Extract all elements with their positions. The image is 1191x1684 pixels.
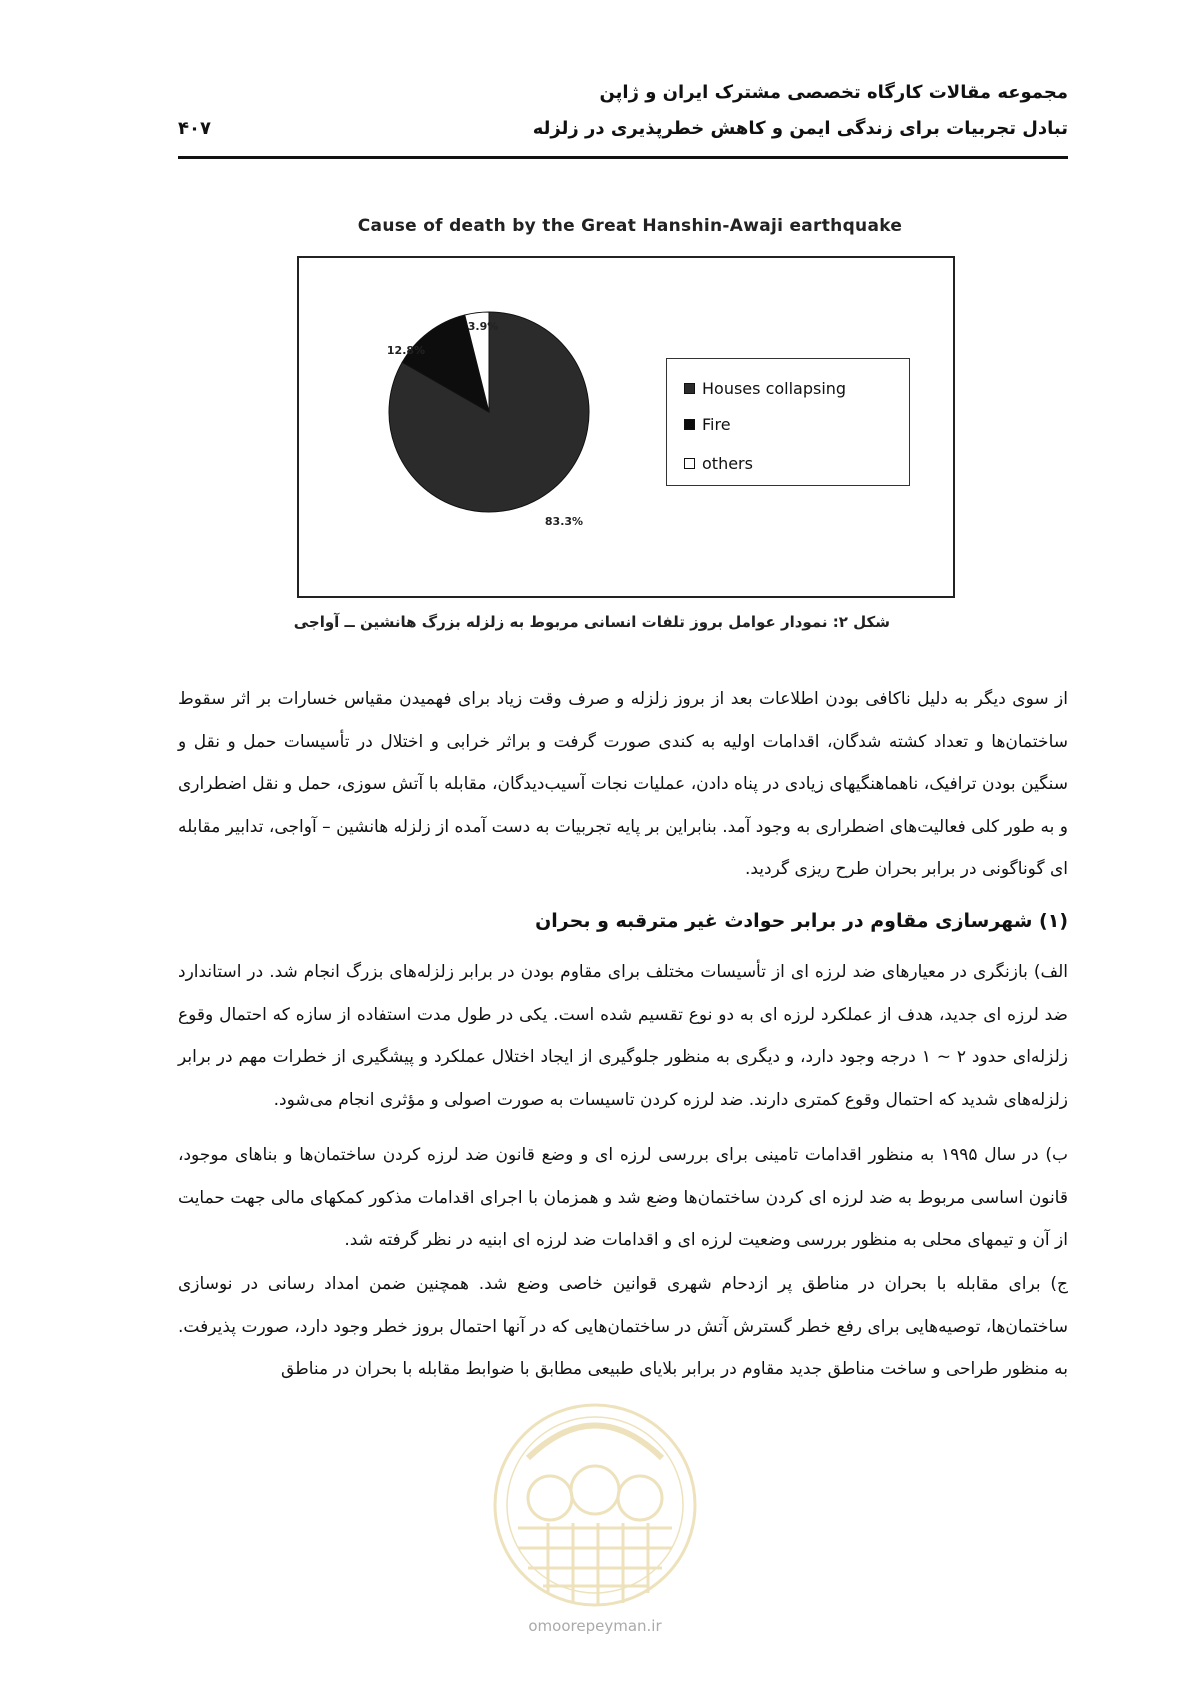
watermark-logo-icon	[488, 1398, 702, 1612]
paragraph-4: ج) برای مقابله با بحران در مناطق پر ازدحام شهری قوانین خاصی وضع شد. همچنین ضمن امداد رسانی در نوسازی ساختمان‌ها، توصیه‌هایی برای رفع خطر گسترش آتش در ساختمان‌هایی که در آنها احتمال بروز خطر وجود دارد، صورت پذیرفت. به منظور طراحی و ساخت مناطق جدید مقاوم در برابر بلایای طبیعی مطابق با ضوابط مقابله با بحران در مناطق	[178, 1274, 1068, 1379]
pie-data-label-others: 3.9%	[467, 320, 499, 333]
pie-data-label-houses-collapsing: 83.3%	[544, 515, 584, 528]
header-title-line2: تبادل تجربیات برای زندگی ایمن و کاهش خطرپذیری در زلزله	[532, 118, 1068, 139]
legend-label-fire: Fire	[702, 414, 731, 434]
header-title-line1: مجموعه مقالات کارگاه تخصصی مشترک ایران و ژاپن	[599, 82, 1068, 103]
paragraph-1: از سوی دیگر به دلیل ناکافی بودن اطلاعات بعد از بروز زلزله و صرف وقت زیاد برای فهمیدن مقیاس خسارات بر اثر سقوط ساختمان‌ها و تعداد کشته شدگان، اقدامات اولیه به کندی صورت گرفت و براثر خرابی و اختلال در تأسیسات حمل و نقل و سنگین بودن ترافیک، ناهماهنگیهای زیادی در پناه دادن، عملیات نجات آسیب‌دیدگان، مقابله با آتش سوزی، حمل و نقل اضطراری و به طور کلی فعالیت‌های اضطراری به وجود آمد. بنابراین بر پایه تجربیات به دست آمده از زلزله هانشین – آواجی، تدابیر مقابله ای گوناگونی در برابر بحران طرح ریزی گردید.	[178, 689, 1068, 879]
pie-data-label-fire: 12.8%	[386, 344, 426, 357]
legend-label-others: others	[702, 453, 753, 473]
chart-title: Cause of death by the Great Hanshin-Awaji earthquake	[357, 216, 903, 236]
legend-swatch-fire	[684, 419, 695, 430]
header-rule	[178, 156, 1068, 159]
chart-legend	[666, 358, 910, 486]
page-header	[178, 82, 1068, 160]
paragraph-3: ب) در سال ۱۹۹۵ به منظور اقدامات تامینی برای بررسی لرزه ای و وضع قانون ضد لرزه کردن ساختمان‌ها و بناهای موجود، قانون اساسی مربوط به ضد لرزه ای کردن ساختمان‌ها وضع شد و همزمان با اجرای اقدامات مذکور کمکهای مالی جهت حمایت از آن و تیمهای محلی به منظور بررسی وضعیت لرزه ای و اقدامات ضد لرزه ای ابنیه در نظر گرفته شد.	[178, 1145, 1068, 1250]
watermark-url: omoorepeyman.ir	[528, 1617, 662, 1635]
legend-label-houses: Houses collapsing	[702, 378, 847, 398]
legend-swatch-houses	[684, 383, 695, 394]
figure-caption: شکل ۲: نمودار عوامل بروز تلفات انسانی مربوط به زلزله بزرگ هانشین ــ آواجی	[293, 613, 890, 631]
legend-item-houses	[684, 377, 846, 399]
legend-swatch-others	[684, 458, 695, 469]
legend-item-others	[684, 452, 753, 474]
section-heading: (۱) شهرسازی مقاوم در برابر حوادث غیر مترقبه و بحران	[535, 910, 1068, 932]
paragraph-2: الف) بازنگری در معیارهای ضد لرزه ای از تأسیسات مختلف برای مقاوم بودن در برابر زلزله‌های بزرگ انجام شد. در استاندارد ضد لرزه ای جدید، هدف از عملکرد لرزه ای به دو نوع تقسیم شده است. یکی در طول مدت استفاده از سازه که احتمال وقوع زلزله‌ای حدود ۲ ~ ۱ درجه وجود دارد، و دیگری به منظور جلوگیری از ایجاد اختلال عملکرد و پیشگیری از خطرات مهم در برابر زلزله‌های شدید که احتمال وقوع کمتری دارند. ضد لرزه کردن تاسیسات به صورت اصولی و مؤثری انجام می‌شود.	[178, 962, 1068, 1110]
chart-frame	[297, 256, 955, 598]
page-number: ۴۰۷	[178, 118, 211, 139]
legend-item-fire	[684, 413, 731, 435]
